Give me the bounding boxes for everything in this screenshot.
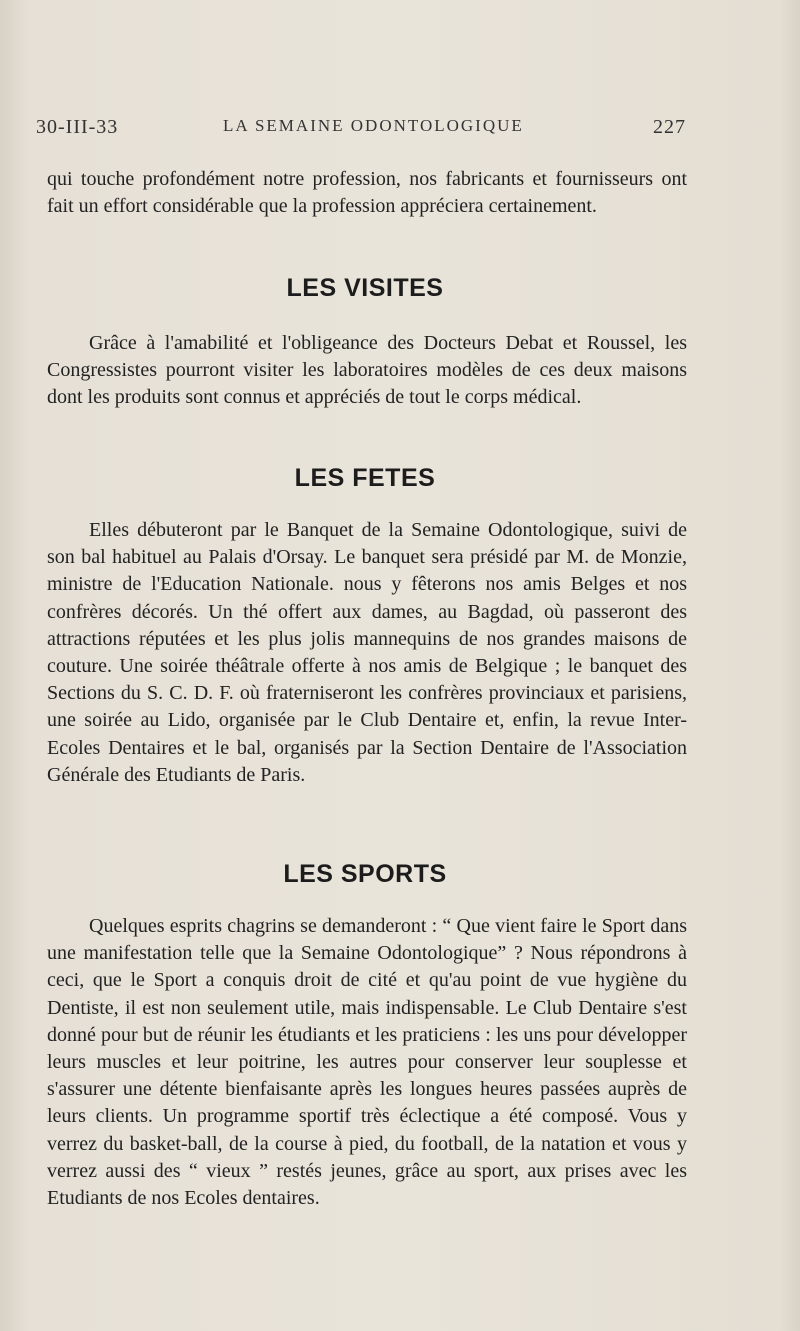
intro-paragraph-block	[47, 166, 687, 220]
section-heading-visites: LES VISITES	[286, 274, 444, 302]
issue-date: 30-III-33	[36, 116, 119, 138]
section-heading-sports: LES SPORTS	[283, 860, 447, 888]
fetes-paragraph: Elles débuteront par le Banquet de la Semaine Odontologique, suivi de son bal habituel au Palais d'Orsay. Le banquet sera présidé par M. de Monzie, ministre de l'Education Nationale. nous y fêterons nos amis Belges et nos confrères décorés. Un thé offert aux dames, au Bagdad, où passeront des attractions réputées et les plus jolis mannequins de nos grandes maisons de couture. Une soirée théâtrale offerte à nos amis de Belgique ; le banquet des Sections du S. C. D. F. où fraterniseront les confrères provinciaux et parisiens, une soirée au Lido, organisée par le Club Dentaire et, enfin, la revue Inter-Ecoles Dentaires et le bal, organisés par la Section Dentaire de l'Association Générale des Etudiants de Paris.	[47, 519, 687, 786]
page-number: 227	[653, 116, 686, 138]
sports-paragraph: Quelques esprits chagrins se demanderont : “ Que vient faire le Sport dans une manifestation telle que la Semaine Odontologique” ? Nous répondrons à ceci, que le Sport a conquis droit de cité et qu'au point de vue hygiène du Dentiste, il est non seulement utile, mais indispensable. Le Club Dentaire s'est donné pour but de réunir les étudiants et les praticiens : les uns pour développer leurs muscles et leur poitrine, les autres pour conserver leur souplesse et s'assurer une détente bienfaisante après les longues heures passées auprès de leurs clients. Un programme sportif très éclectique a été composé. Vous y verrez du basket-ball, de la course à pied, du football, de la natation et vous y verrez aussi des “ vieux ” restés jeunes, grâce au sport, aux prises avec les Etudiants de nos Ecoles dentaires.	[47, 915, 687, 1210]
journal-title: LA SEMAINE ODONTOLOGIQUE	[223, 116, 524, 135]
intro-paragraph: qui touche profondément notre profession, nos fabricants et fournisseurs ont fait un effort considérable que la profession appréciera certainement.	[47, 168, 687, 218]
sports-paragraph-block	[47, 913, 687, 1212]
section-heading-fetes: LES FETES	[294, 464, 436, 492]
visites-paragraph-block	[47, 330, 687, 412]
fetes-paragraph-block	[47, 517, 687, 789]
running-head	[36, 116, 686, 146]
visites-paragraph: Grâce à l'amabilité et l'obligeance des Docteurs Debat et Roussel, les Congressistes pourront visiter les laboratoires modèles de ces deux maisons dont les produits sont connus et appréciés de tout le corps médical.	[47, 332, 687, 409]
